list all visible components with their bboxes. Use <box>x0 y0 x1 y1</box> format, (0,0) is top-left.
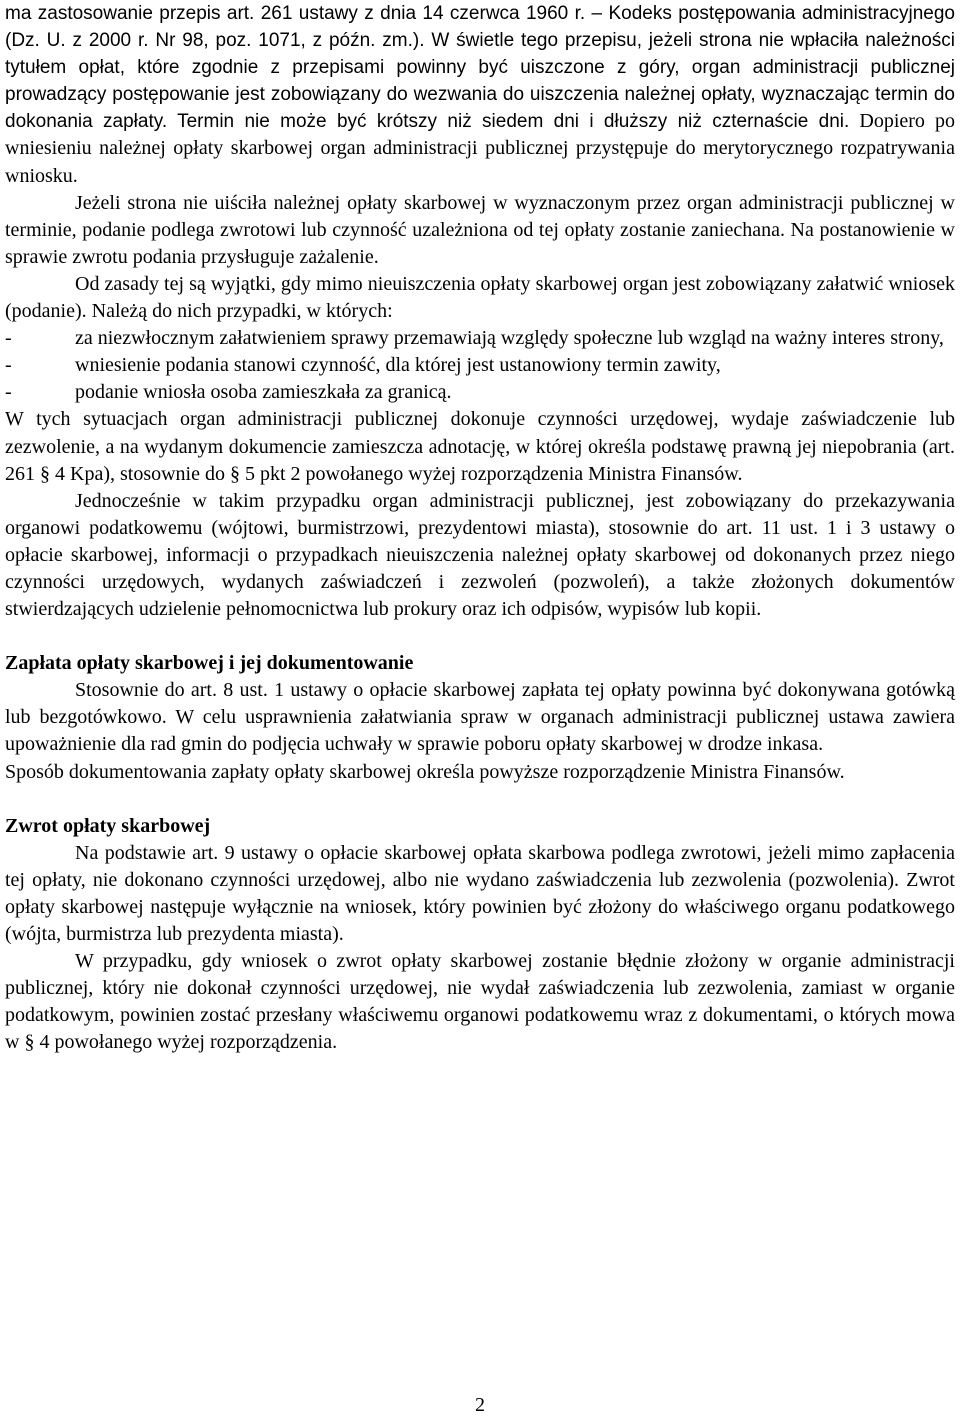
section-heading-refund: Zwrot opłaty skarbowej <box>5 814 211 837</box>
paragraph-reporting: Jednocześnie w takim przypadku organ administracji publicznej, jest zobowiązany do przekazywania organowi podatkowemu (wójtowi, burmistrzowi, prezydentowi miasta), stosownie do art. 11 ust. 1 i 3 ustawy o opłacie skarbowej, informacji o przypadkach nieuiszczenia należnej opłaty skarbowej od dokonanych przez niego czynności urzędowych, wydanych zaświadczeń i zezwoleń (pozwoleń), a także złożonych dokumentów stwierdzających udzielenie pełnomocnictwa lub prokury oraz ich odpisów, wypisów lub kopii. <box>5 489 955 621</box>
list-dash: - <box>5 381 12 404</box>
paragraph-payment-documentation: Sposób dokumentowania zapłaty opłaty skarbowej określa powyższe rozporządzenie Ministra Finansów. <box>5 760 845 783</box>
paragraph-payment-method: Stosownie do art. 8 ust. 1 ustawy o opłacie skarbowej zapłata tej opłaty powinna być dokonywana gotówką lub bezgotówkowo. W celu usprawnienia załatwiania spraw w organach administracji publicznej ustawa zawiera upoważnienie dla rad gmin do podjęcia uchwały w sprawie poboru opłaty skarbowej w drodze inkasa. <box>5 679 955 756</box>
paragraph-opening <box>5 0 955 190</box>
spacer <box>5 623 955 650</box>
exceptions-list <box>5 325 955 406</box>
list-item-text: podanie wniosła osoba zamieszkała za granicą. <box>75 381 452 404</box>
paragraph-annotation: W tych sytuacjach organ administracji publicznej dokonuje czynności urzędowej, wydaje zaświadczenie lub zezwolenie, a na wydanym dokumencie zamieszcza adnotację, w której określa podstawę prawną jej niepobrania (art. 261 § 4 Kpa), stosownie do § 5 pkt 2 powołanego wyżej rozporządzenia Ministra Finansów. <box>5 408 955 485</box>
paragraph-unpaid-fee: Jeżeli strona nie uiściła należnej opłaty skarbowej w wyznaczonym przez organ administracji publicznej w terminie, podanie podlega zwrotowi lub czynność uzależniona od tej opłaty zostanie zaniechana. Na postanowienie w sprawie zwrotu podania przysługuje zażalenie. <box>5 191 955 268</box>
list-item <box>5 379 955 406</box>
paragraph-refund-misfiled: W przypadku, gdy wniosek o zwrot opłaty skarbowej zostanie błędnie złożony w organie administracji publicznej, który nie dokonał czynności urzędowej, nie wydał zaświadczenia lub zezwolenia, zamiast w organie podatkowym, powinien zostać przesłany właściwemu organowi podatkowemu wraz z dokumentami, o których mowa w § 4 powołanego wyżej rozporządzenia. <box>5 950 955 1054</box>
spacer <box>5 786 955 813</box>
list-item <box>5 352 955 379</box>
list-item-text: za niezwłocznym załatwieniem sprawy przemawiają względy społeczne lub wzgląd na ważny interes strony, <box>75 327 944 350</box>
document-page <box>5 0 955 1056</box>
paragraph-opening-text: ma zastosowanie przepis art. 261 ustawy z dnia 14 czerwca 1960 r. – Kodeks postępowania administracyjnego (Dz. U. z 2000 r. Nr 98, poz. 1071, z późn. zm.). W świetle tego przepisu, jeżeli strona nie wpłaciła należności tytułem opłat, które zgodnie z przepisami powinny być uiszczone z góry, organ administracji publicznej prowadzący postępowanie jest zobowiązany do wezwania do uiszczenia należnej opłaty, wyznaczając termin do dokonania zapłaty. Termin nie może być krótszy niż siedem dni i dłuższy niż czternaście dni. <box>5 3 955 133</box>
list-dash: - <box>5 327 12 350</box>
list-item <box>5 325 955 352</box>
section-heading-payment: Zapłata opłaty skarbowej i jej dokumentowanie <box>5 652 414 675</box>
list-item-text: wniesienie podania stanowi czynność, dla której jest ustanowiony termin zawity, <box>75 354 721 377</box>
list-dash: - <box>5 354 12 377</box>
paragraph-opening-continuation: Dopiero po wniesieniu należnej opłaty skarbowej organ administracji publicznej przystępuje do merytorycznego rozpatrywania wniosku. <box>5 110 955 187</box>
paragraph-refund-basis: Na podstawie art. 9 ustawy o opłacie skarbowej opłata skarbowa podlega zwrotowi, jeżeli mimo zapłacenia tej opłaty, nie dokonano czynności urzędowej, albo nie wydano zaświadczenia lub zezwolenia (pozwolenia). Zwrot opłaty skarbowej następuje wyłącznie na wniosek, który powinien być złożony do właściwego organu podatkowego (wójta, burmistrza lub prezydenta miasta). <box>5 841 955 945</box>
paragraph-exceptions: Od zasady tej są wyjątki, gdy mimo nieuiszczenia opłaty skarbowej organ jest zobowiązany załatwić wniosek (podanie). Należą do nich przypadki, w których: <box>5 272 955 323</box>
page-number: 2 <box>475 1394 485 1416</box>
